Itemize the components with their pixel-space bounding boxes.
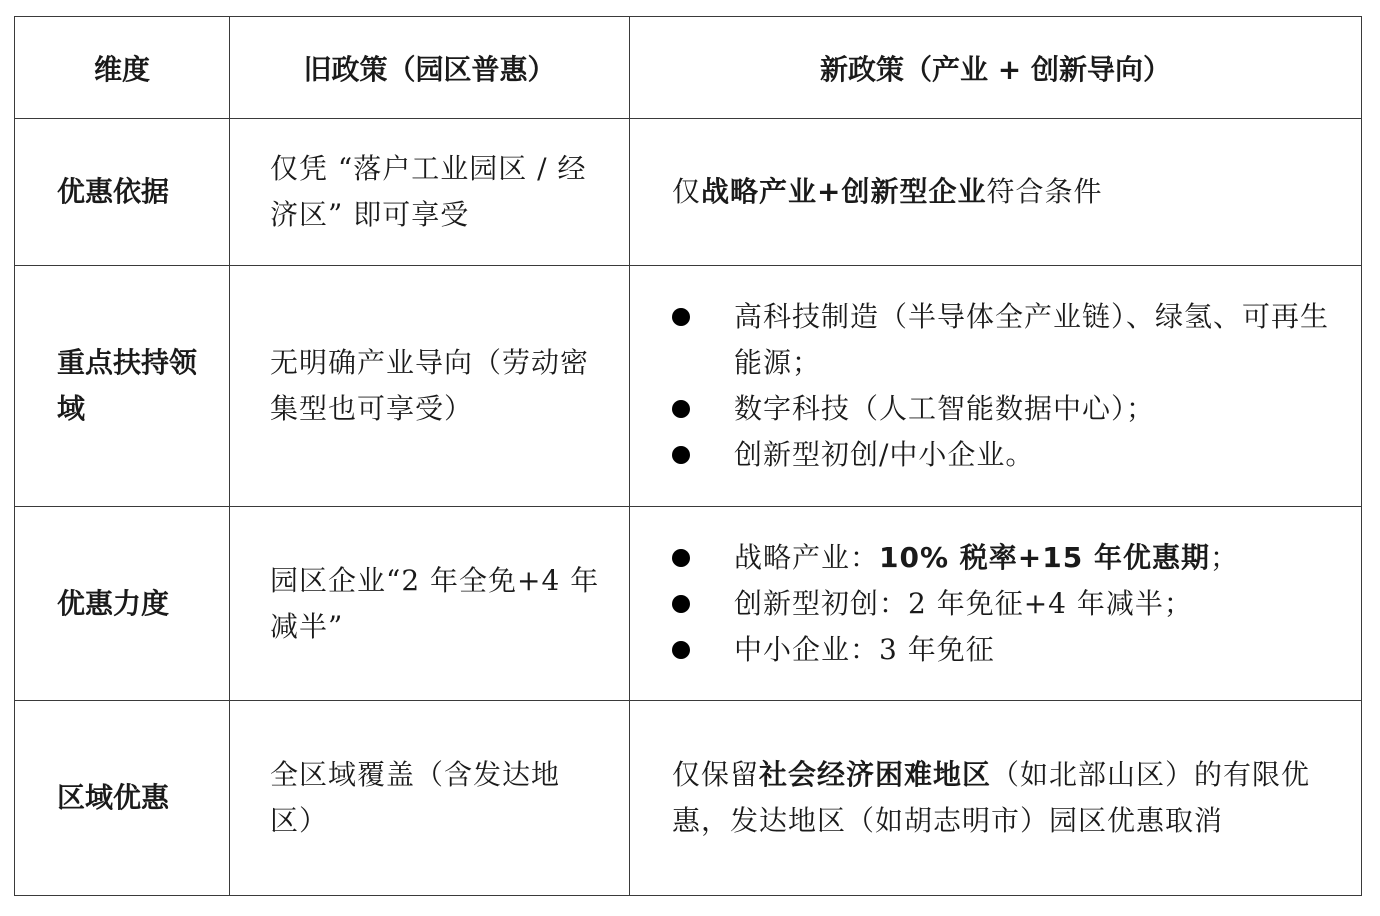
new-policy-suffix: （如北部山区）的有限优惠，发达地区（如胡志明市）园区优惠取消 [672, 758, 1311, 837]
table-row-region [15, 701, 1362, 896]
header-new-policy: 新政策（产业 + 创新导向） [630, 17, 1362, 119]
list-item-text: 创新型初创：2 年免征+4 年减半； [734, 586, 1193, 620]
table-row-basis [15, 119, 1362, 266]
new-policy-cell [630, 266, 1362, 507]
bullet-icon [672, 308, 690, 326]
new-policy-suffix: 符合条件 [986, 175, 1103, 208]
header-old-policy: 旧政策（园区普惠） [230, 17, 630, 119]
dimension-cell: 优惠力度 [15, 507, 230, 701]
new-policy-prefix: 仅 [672, 175, 702, 208]
list-item-text: 创新型初创/中小企业。 [734, 438, 1035, 471]
bullet-list [672, 294, 1331, 478]
list-item [672, 581, 1331, 627]
list-item [672, 432, 1331, 478]
policy-comparison-table [14, 16, 1362, 896]
list-item-text: 中小企业：3 年免征 [734, 632, 995, 666]
list-item [672, 386, 1331, 432]
new-policy-cell [630, 507, 1362, 701]
list-item [672, 535, 1331, 581]
table-row-focus [15, 266, 1362, 507]
bullet-icon [672, 446, 690, 464]
list-item-bold-text: 10% 税率+15 年优惠期 [879, 540, 1210, 574]
bullet-icon [672, 641, 690, 659]
list-item-text: 数字科技（人工智能数据中心）； [734, 392, 1156, 425]
bullet-icon [672, 400, 690, 418]
new-policy-cell [630, 119, 1362, 266]
dimension-cell: 优惠依据 [15, 119, 230, 266]
header-dimension: 维度 [15, 17, 230, 119]
new-policy-prefix: 仅保留 [672, 758, 760, 791]
new-policy-cell [630, 701, 1362, 896]
new-policy-bold-text: 社会经济困难地区 [759, 758, 992, 791]
old-policy-cell: 园区企业“2 年全免+4 年减半” [230, 507, 630, 701]
list-item-text: 高科技制造（半导体全产业链）、绿氢、可再生能源； [734, 300, 1330, 379]
old-policy-cell: 仅凭 “落户工业园区 / 经济区” 即可享受 [230, 119, 630, 266]
bullet-icon [672, 549, 690, 567]
dimension-cell: 重点扶持领域 [15, 266, 230, 507]
table-header-row [15, 17, 1362, 119]
list-item-text: 战略产业： [734, 540, 880, 574]
list-item-text: ； [1209, 540, 1239, 574]
list-item [672, 627, 1331, 673]
old-policy-cell: 无明确产业导向（劳动密集型也可享受） [230, 266, 630, 507]
bullet-list [672, 535, 1331, 673]
list-item [672, 294, 1331, 386]
new-policy-bold-text: 战略产业+创新型企业 [701, 175, 987, 208]
old-policy-cell: 全区域覆盖（含发达地区） [230, 701, 630, 896]
dimension-cell: 区域优惠 [15, 701, 230, 896]
table-row-degree [15, 507, 1362, 701]
bullet-icon [672, 595, 690, 613]
